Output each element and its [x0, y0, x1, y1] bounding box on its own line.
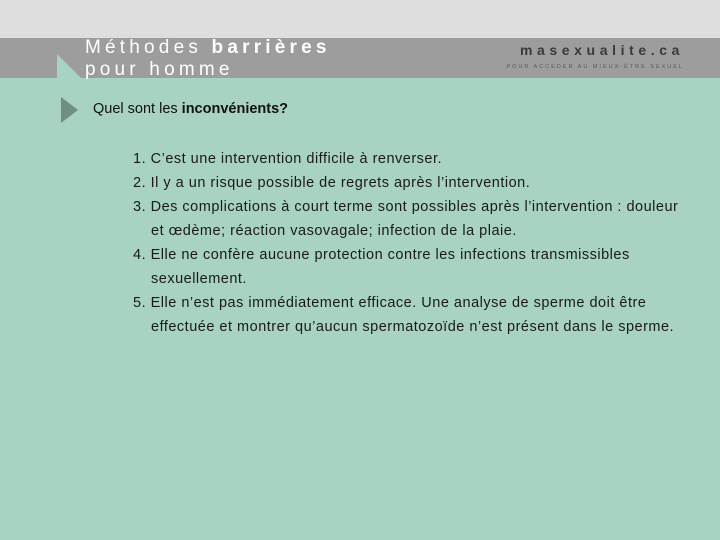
title-line2: pour homme [85, 59, 234, 80]
question-bold: inconvénients? [181, 101, 289, 117]
title-bold: barrières [211, 37, 331, 58]
brand-logo [506, 42, 684, 70]
list-item: 4. Elle ne confère aucune protection contre les infections transmissibles sexuellement. [133, 247, 630, 287]
list-item: 2. Il y a un risque possible de regrets après l’intervention. [133, 175, 531, 191]
question-heading [93, 101, 288, 117]
top-strip [0, 0, 720, 38]
brand-tagline: POUR ACCÉDER AU MIEUX-ÊTRE SEXUEL [506, 64, 684, 70]
drawbacks-list [133, 147, 693, 339]
slide-title [85, 37, 331, 81]
list-item: 3. Des complications à court terme sont possibles après l’intervention : douleur et œdème; réaction vasovagale; infection de la plaie. [133, 199, 679, 239]
question-prefix: Quel sont les [93, 101, 182, 117]
brand-name: masexualite.ca [519, 42, 684, 58]
title-regular: Méthodes [85, 37, 212, 58]
list-item: 5. Elle n’est pas immédiatement efficace. Une analyse de sperme doit être effectuée et montrer qu’aucun spermatozoïde n’est présent dans le sperme. [133, 295, 675, 335]
list-item: 1. C’est une intervention difficile à renverser. [133, 151, 443, 167]
bullet-arrow-icon [61, 97, 78, 123]
